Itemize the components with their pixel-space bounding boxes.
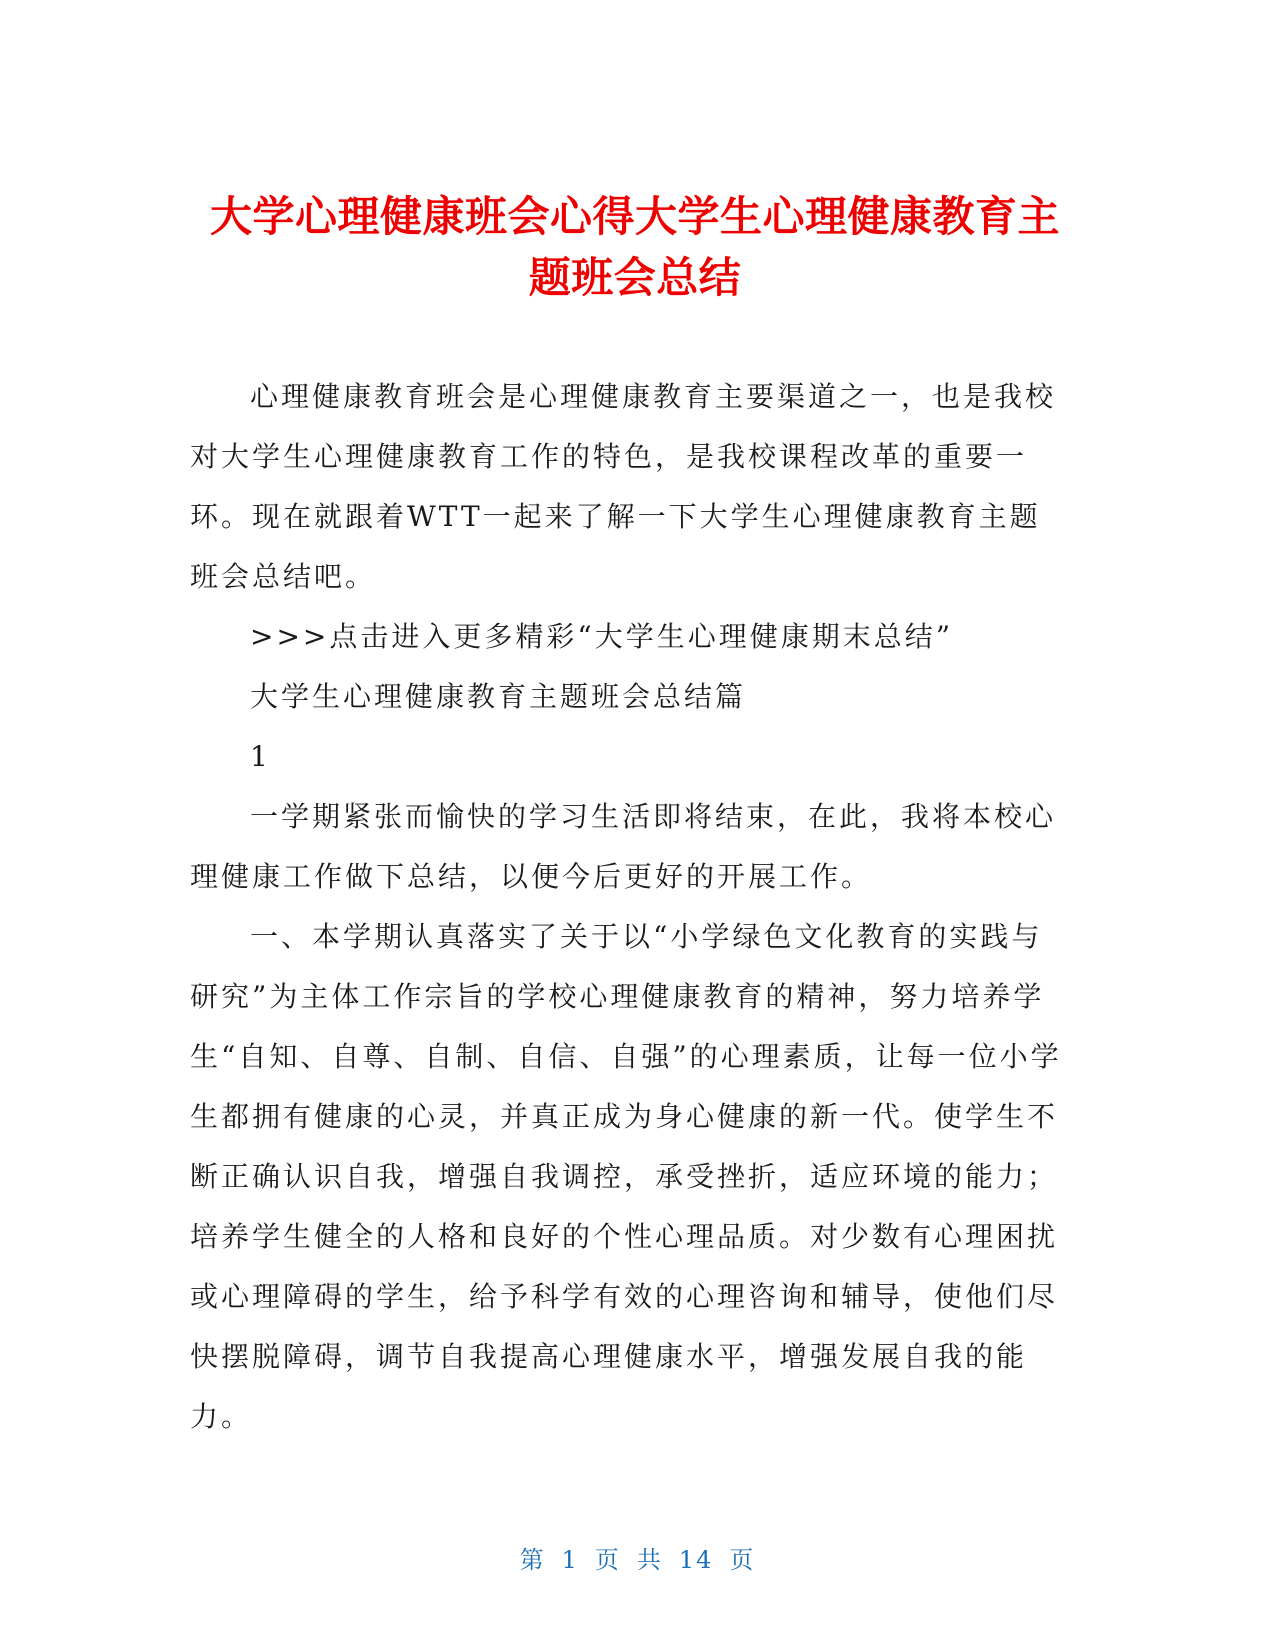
point-one-paragraph: 一、本学期认真落实了关于以“小学绿色文化教育的实践与研究”为主体工作宗旨的学校心理健康教育的精神，努力培养学生“自知、自尊、自制、自信、自强”的心理素质，让每一位小学生都拥有健康的心灵，并真正成为身心健康的新一代。使学生不断正确认识自我，增强自我调控，承受挫折，适应环境的能力；培养学生健全的人格和良好的个性心理品质。对少数有心理困扰或心理障碍的学生，给予科学有效的心理咨询和辅导，使他们尽快摆脱障碍，调节自我提高心理健康水平，增强发展自我的能力。 — [190, 920, 1062, 1433]
footer-label-page: 第 — [519, 1546, 546, 1574]
footer-label-unit-2: 页 — [729, 1546, 756, 1574]
footer-label-total: 共 — [636, 1546, 663, 1574]
footer-label-unit: 页 — [594, 1546, 621, 1574]
summary-paragraph: 一学期紧张而愉快的学习生活即将结束，在此，我将本校心理健康工作做下总结，以便今后更好的开展工作。 — [190, 800, 1057, 893]
intro-paragraph: 心理健康教育班会是心理健康教育主要渠道之一，也是我校对大学生心理健康教育工作的特色，是我校课程改革的重要一环。现在就跟着WTT一起来了解一下大学生心理健康教育主题班会总结吧。 — [190, 380, 1057, 593]
page-footer — [0, 1540, 1275, 1575]
footer-current-page: 1 — [561, 1546, 579, 1574]
footer-total-pages: 14 — [678, 1546, 714, 1574]
section-number: 1 — [250, 740, 271, 773]
section-heading: 大学生心理健康教育主题班会总结篇 — [250, 680, 747, 713]
title-line-2: 题班会总结 — [528, 253, 742, 303]
title-line-1: 大学心理健康班会心得大学生心理健康教育主 — [209, 192, 1060, 242]
document-title — [180, 186, 1090, 308]
document-body — [190, 367, 1070, 1447]
more-link[interactable]: >>>点击进入更多精彩“大学生心理健康期末总结” — [250, 620, 954, 653]
